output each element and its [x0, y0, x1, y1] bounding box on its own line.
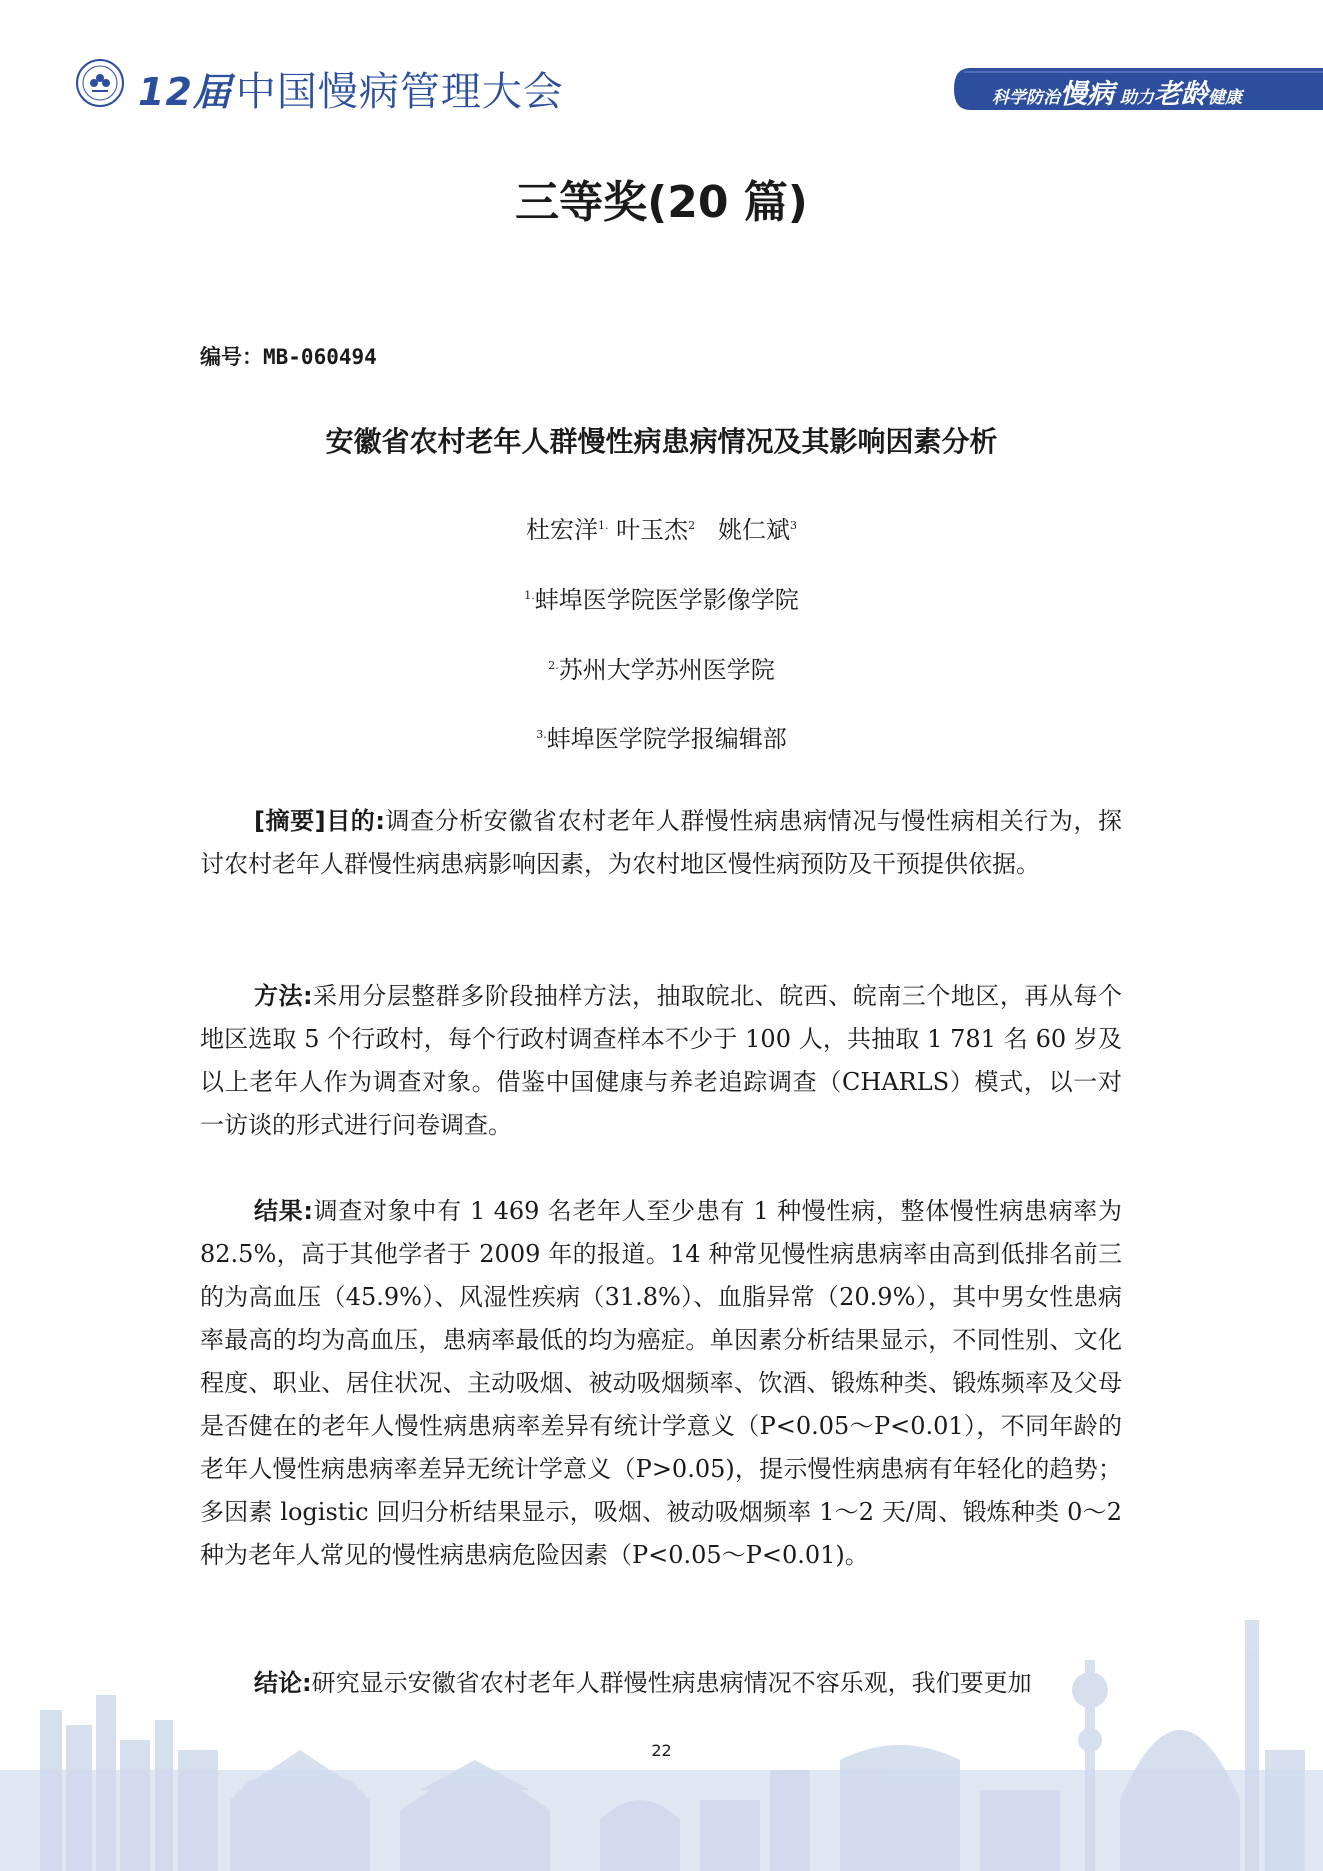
author-name: 姚仁斌: [718, 516, 791, 544]
slogan-highlight: 老龄: [1153, 79, 1208, 110]
abstract-label: [摘要]目的:: [254, 807, 385, 835]
abstract-methods: [200, 975, 1122, 1147]
affiliation-mark: 3.: [536, 728, 547, 741]
affiliation-text: 蚌埠医学院学报编辑部: [546, 725, 787, 753]
document-id: [200, 341, 377, 371]
affiliation: [0, 719, 1323, 754]
slogan-banner: [952, 66, 1323, 112]
author-name: 杜宏洋: [525, 516, 598, 544]
paper-title: 安徽省农村老年人群慢性病患病情况及其影响因素分析: [325, 425, 998, 458]
slogan-text: [992, 72, 1242, 111]
affiliation-mark: 1.: [524, 589, 535, 602]
results-label: 结果:: [254, 1197, 313, 1225]
conclusion-label: 结论:: [254, 1669, 312, 1697]
page-header: [0, 0, 1323, 120]
author-affiliation-mark: 3: [790, 519, 798, 532]
methods-text: 采用分层整群多阶段抽样方法，抽取皖北、皖西、皖南三个地区，再从每个地区选取 5 个行政村，每个行政村调查样本不少于 100 人，共抽取 1 781 名 60 岁及以上老年人作为调查对象。借鉴中国健康与养老追踪调查（CHARLS）模式，以一对一访谈的形式进行问卷调查。: [200, 982, 1122, 1139]
slogan-part: 助力: [1119, 88, 1154, 108]
affiliation-text: 苏州大学苏州医学院: [558, 656, 775, 684]
page-number: 22: [651, 1741, 672, 1760]
slogan-part: 科学防治: [992, 88, 1060, 108]
conference-logo-text: [138, 60, 564, 117]
affiliation: [0, 650, 1323, 685]
author-name: 叶玉杰: [616, 516, 689, 544]
affiliation-text: 蚌埠医学院医学影像学院: [534, 586, 799, 614]
logo-title: 中国慢病管理大会: [235, 69, 564, 115]
slogan-part: 健康: [1207, 88, 1242, 108]
slogan-highlight: 慢病: [1060, 79, 1114, 110]
document-id-value: MB-060494: [263, 345, 377, 369]
abstract-objective-text: 调查分析安徽省农村老年人群慢性病患病情况与慢性病相关行为，探讨农村老年人群慢性病患病影响因素，为农村地区慢性病预防及干预提供依据。: [200, 807, 1122, 878]
city-skyline-decoration: [0, 1600, 1323, 1871]
conference-emblem-icon: [75, 58, 125, 108]
document-id-label: 编号：: [200, 345, 263, 369]
affiliation-mark: 2.: [548, 659, 559, 672]
abstract-objective: [200, 800, 1122, 886]
conclusion-text: 研究显示安徽省农村老年人群慢性病患病情况不容乐观，我们要更加: [311, 1669, 1032, 1697]
methods-label: 方法:: [254, 982, 313, 1010]
affiliation: [0, 580, 1323, 615]
author-list: [0, 510, 1323, 545]
author-affiliation-mark: 1.: [597, 519, 609, 532]
results-text: 调查对象中有 1 469 名老年人至少患有 1 种慢性病，整体慢性病患病率为 82.5%，高于其他学者于 2009 年的报道。14 种常见慢性病患病率由高到低排名前三的为高血压（45.9%）、风湿性疾病（31.8%）、血脂异常（20.9%），其中男女性患病率最高的均为高血压，患病率最低的均为癌症。单因素分析结果显示，不同性别、文化程度、职业、居住状况、主动吸烟、被动吸烟频率、饮酒、锻炼种类、锻炼频率及父母是否健在的老年人慢性病患病率差异有统计学意义（P<0.05～P<0.01），不同年龄的老年人慢性病患病率差异无统计学意义（P>0.05)，提示慢性病患病有年轻化的趋势；多因素 logistic 回归分析结果显示，吸烟、被动吸烟频率 1～2 天/周、锻炼种类 0～2 种为老年人常见的慢性病患病危险因素（P<0.05～P<0.01)。: [200, 1197, 1122, 1569]
author-affiliation-mark: 2: [688, 519, 696, 532]
logo-edition-number: 12届: [138, 70, 232, 114]
page-title: 三等奖(20 篇): [515, 177, 808, 228]
abstract-results: [200, 1190, 1122, 1577]
